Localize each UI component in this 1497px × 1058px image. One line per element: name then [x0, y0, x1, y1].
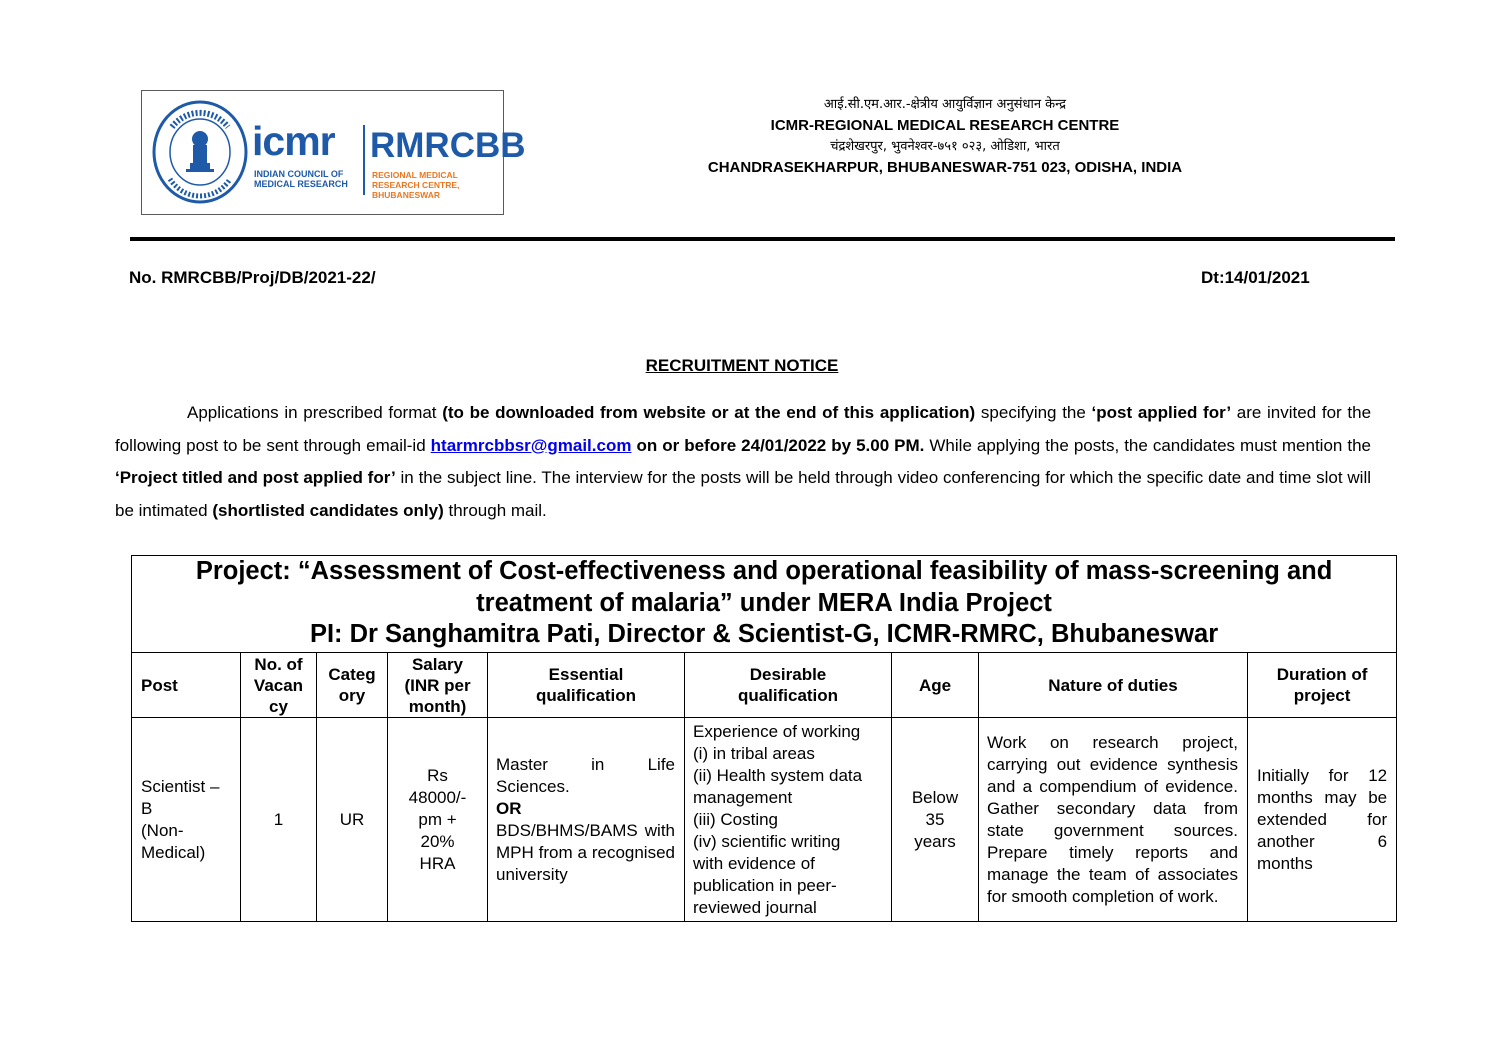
header-line: Vacan: [253, 675, 304, 695]
cell-duration: Initially for 12 months may be extended for another 6 months: [1248, 718, 1397, 922]
reference-number: No. RMRCBB/Proj/DB/2021-22/: [129, 268, 376, 287]
header-post: Post: [132, 653, 241, 718]
header-salary: [388, 653, 488, 718]
header-line: qualification: [737, 686, 839, 705]
header-line: No. of: [254, 654, 303, 674]
cell-line: Scientist –: [141, 776, 220, 796]
project-title-line: treatment of malaria” under MERA India Project: [476, 588, 1052, 617]
cell-line: (iv) scientific writing: [693, 831, 841, 851]
notice-title: RECRUITMENT NOTICE: [645, 356, 839, 375]
cell-line: B: [141, 798, 153, 818]
cell-category: UR: [317, 718, 388, 922]
cell-line: reviewed journal: [693, 897, 817, 917]
institute-address: CHANDRASEKHARPUR, BHUBANESWAR-751 023, ODISHA, INDIA: [707, 159, 1183, 176]
cell-vacancy: 1: [241, 718, 317, 922]
logo-divider: [363, 125, 365, 195]
intro-text: Applications in prescribed format: [187, 403, 443, 422]
header-category: [317, 653, 388, 718]
essential-or: OR: [496, 798, 522, 818]
institute-name: ICMR-REGIONAL MEDICAL RESEARCH CENTRE: [770, 117, 1120, 134]
cell-line: Below: [911, 787, 959, 807]
cell-line: HRA: [419, 853, 456, 873]
principal-investigator: PI: Dr Sanghamitra Pati, Director & Scientist-G, ICMR-RMRC, Bhubaneswar: [309, 620, 1219, 648]
intro-bold-text: ‘Project titled and post applied for’: [115, 468, 396, 487]
cell-line: Medical): [141, 842, 206, 862]
intro-bold-text: (shortlisted candidates only): [212, 500, 444, 520]
header-essential-qualification: [488, 653, 685, 718]
institute-address-block: [640, 94, 1250, 178]
icmr-subtitle: INDIAN COUNCIL OF MEDICAL RESEARCH: [254, 169, 348, 189]
header-line: ory: [338, 686, 366, 705]
header-line: (INR per: [404, 675, 471, 695]
header-line: Categ: [328, 665, 376, 684]
email-link[interactable]: htarmrcbbsr@gmail.com: [430, 435, 632, 455]
cell-line: with evidence of: [693, 853, 815, 873]
cell-desirable-qualification: [685, 718, 892, 922]
project-title-cell: [132, 556, 1397, 653]
header-line: Salary: [411, 654, 464, 674]
essential-option-2: BDS/BHMS/BAMS with MPH from a recognised university: [496, 820, 675, 884]
intro-text: While applying the posts, the candidates must mention the: [924, 435, 1371, 455]
header-line: month): [408, 696, 467, 716]
cell-line: (ii) Health system data: [693, 765, 863, 785]
intro-text: are invited for the following post to be sent through email-id: [115, 403, 1372, 455]
header-duration: [1248, 653, 1397, 718]
reference-date: Dt:14/01/2021: [1201, 268, 1310, 287]
header-line: Essential: [548, 665, 624, 684]
intro-text: in the subject line. The interview for the posts will be held through video conferencing for which the specific date and time slot will be intimated: [115, 468, 1372, 520]
deadline-text: on or before 24/01/2022 by 5.00 PM.: [631, 435, 925, 455]
institute-logo: [141, 90, 526, 215]
rmrcbb-subtitle: REGIONAL MEDICAL RESEARCH CENTRE, BHUBANESWAR: [372, 170, 460, 200]
header-desirable-qualification: [685, 653, 892, 718]
icmr-seal-emblem: [150, 97, 250, 207]
cell-line: management: [693, 787, 793, 807]
cell-nature-of-duties: Work on research project, carrying out evidence synthesis and a compendium of evidence. Gather secondary data from state government sources. Prepare timely reports and manage the team of associates for smooth completion of work.: [979, 718, 1248, 922]
intro-text: through mail.: [443, 500, 547, 520]
icmr-wordmark: icmr: [252, 118, 335, 164]
cell-line: publication in peer-: [693, 875, 837, 895]
cell-line: Experience of working: [693, 721, 861, 741]
rmrcbb-wordmark: RMRCBB: [370, 126, 526, 165]
header-line: cy: [269, 696, 288, 716]
header-divider: [130, 237, 1395, 241]
project-title-line: Project: “Assessment of Cost-effectiveness and operational feasibility of mass-screening and: [195, 557, 1333, 585]
intro-bold-text: (to be downloaded from website or at the end of this application): [442, 403, 976, 422]
cell-line: Rs: [427, 765, 448, 785]
cell-line: 20%: [420, 831, 455, 851]
header-age: Age: [892, 653, 979, 718]
intro-text: specifying the: [975, 403, 1092, 422]
cell-salary: [388, 718, 488, 922]
header-line: project: [1293, 686, 1351, 705]
cell-line: (iii) Costing: [693, 809, 779, 829]
vacancy-table: [131, 555, 1397, 922]
cell-line: years: [914, 831, 956, 851]
intro-bold-text: ‘post applied for’: [1091, 403, 1232, 422]
cell-post: [132, 718, 241, 922]
header-vacancy: [241, 653, 317, 718]
header-line: Desirable: [749, 665, 827, 684]
intro-paragraph: [115, 397, 1371, 527]
table-row: [132, 718, 1397, 922]
cell-line: (i) in tribal areas: [693, 743, 815, 763]
cell-essential-qualification: [488, 718, 685, 922]
cell-line: 48000/-: [408, 787, 467, 807]
address-hindi: चंद्रशेखरपुर, भुवनेश्वर-७५१ ०२३, ओडिशा, भारत: [830, 139, 1060, 154]
header-line: Duration of: [1276, 665, 1368, 684]
header-line: qualification: [535, 686, 637, 705]
essential-option-1: Master in Life Sciences.: [496, 754, 675, 796]
cell-line: 35: [925, 809, 945, 829]
cell-line: pm +: [418, 809, 457, 829]
table-header-row: [132, 653, 1397, 718]
cell-line: (Non-: [141, 820, 184, 840]
header-nature-of-duties: Nature of duties: [979, 653, 1248, 718]
cell-age: [892, 718, 979, 922]
institute-name-hindi: आई.सी.एम.आर.-क्षेत्रीय आयुर्विज्ञान अनुसंधान केन्द्र: [823, 97, 1067, 112]
